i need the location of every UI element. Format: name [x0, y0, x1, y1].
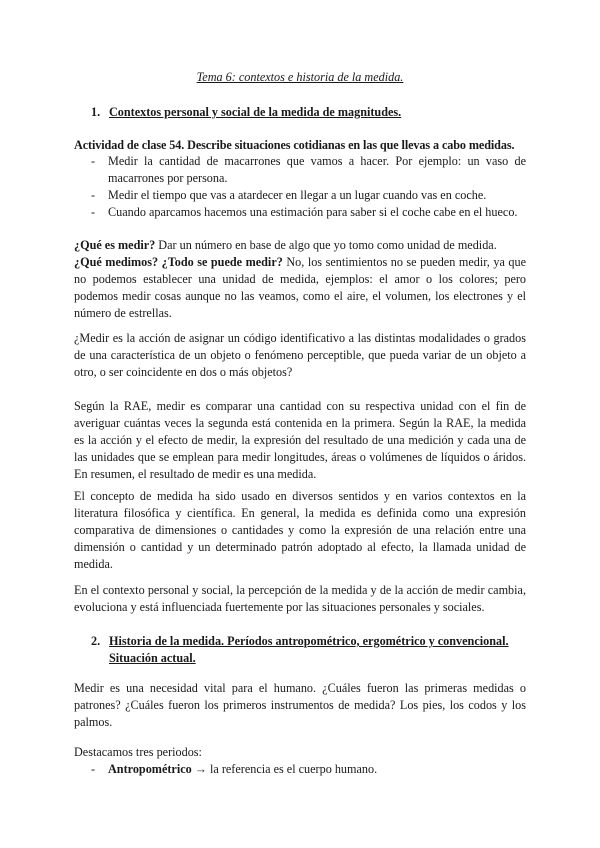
question-1: ¿Qué es medir?	[74, 238, 156, 252]
paragraph-context: En el contexto personal y social, la percepción de la medida y de la acción de medir cambia, evoluciona y está influenciada fuertemente por las situaciones personales y sociales.	[74, 583, 526, 614]
arrow-icon: →	[191, 762, 210, 776]
paragraph-history: Medir es una necesidad vital para el humano. ¿Cuáles fueron las primeras medidas o patrones? ¿Cuáles fueron los primeros instrumentos de medida? Los pies, los codos y los palmos.	[74, 681, 526, 729]
bullet-dash: -	[91, 762, 96, 776]
qa-what-is-measure	[74, 237, 526, 254]
period-description: la referencia es el cuerpo humano.	[210, 762, 378, 776]
question-2: ¿Qué medimos? ¿Todo se puede medir?	[74, 255, 283, 269]
bullet-text: Cuando aparcamos hacemos una estimación para saber si el coche cabe en el hueco.	[108, 205, 518, 219]
bullet-dash: -	[91, 188, 96, 202]
activity-bullet-3	[91, 204, 526, 221]
bullet-text	[108, 761, 526, 778]
activity-bullet-2	[91, 187, 526, 204]
bullet-text: Medir el tiempo que vas a atardecer en llegar a un lugar cuando vas en coche.	[108, 188, 487, 202]
document-title: Tema 6: contextos e historia de la medida.	[196, 70, 404, 84]
bullet-text: Medir la cantidad de macarrones que vamos a hacer. Por ejemplo: un vaso de macarrones por persona.	[108, 154, 526, 185]
activity-bullet-1	[91, 153, 526, 187]
activity-heading: Actividad de clase 54. Describe situaciones cotidianas en las que llevas a cabo medidas.	[74, 138, 515, 152]
periods-intro: Destacamos tres periodos:	[74, 745, 202, 759]
period-item-anthropometric	[91, 761, 526, 778]
section-2-title: Historia de la medida. Períodos antropométrico, ergométrico y convencional. Situación actual.	[109, 634, 509, 665]
paragraph-definition-question: ¿Medir es la acción de asignar un código identificativo a las distintas modalidades o grados de una característica de un objeto o fenómeno perceptible, que pueda variar de un objeto a otro, o ser coincidente en dos o más objetos?	[74, 331, 526, 379]
bullet-dash: -	[91, 205, 96, 219]
section-2-number: 2.	[91, 634, 101, 648]
paragraph-concept: El concepto de medida ha sido usado en diversos sentidos y en varios contextos en la literatura filosófica y científica. En general, la medida es definida como una expresión comparativa de dimensiones o cantidades y como la expresión de una relación entre una dimensión o cantidad y un determinado patrón adoptado al efecto, la llamada unidad de medida.	[74, 489, 526, 571]
bullet-dash: -	[91, 154, 96, 168]
period-term: Antropométrico	[108, 762, 192, 776]
section-1-number: 1.	[91, 105, 101, 119]
answer-2: No, los sentimientos no se pueden medir, ya que no podemos establecer una unidad de medida, ejemplos: el amor o los colores; pero podemos medir cosas aunque no las veamos, como el aire, el volumen, los electrones y el número de estrellas.	[74, 255, 526, 320]
paragraph-rae: Según la RAE, medir es comparar una cantidad con su respectiva unidad con el fin de averiguar cuántas veces la segunda está contenida en la primera. Según la RAE, la medida es la acción y el efecto de medir, la expresión del resultado de una medición y cada una de las unidades que se emplean para medir longitudes, áreas o volúmenes de líquidos o áridos. En resumen, el resultado de medir es una medida.	[74, 399, 526, 481]
qa-what-do-we-measure	[74, 254, 526, 322]
answer-1: Dar un número en base de algo que yo tomo como unidad de medida.	[155, 238, 497, 252]
section-1-title: Contextos personal y social de la medida de magnitudes.	[109, 105, 402, 119]
